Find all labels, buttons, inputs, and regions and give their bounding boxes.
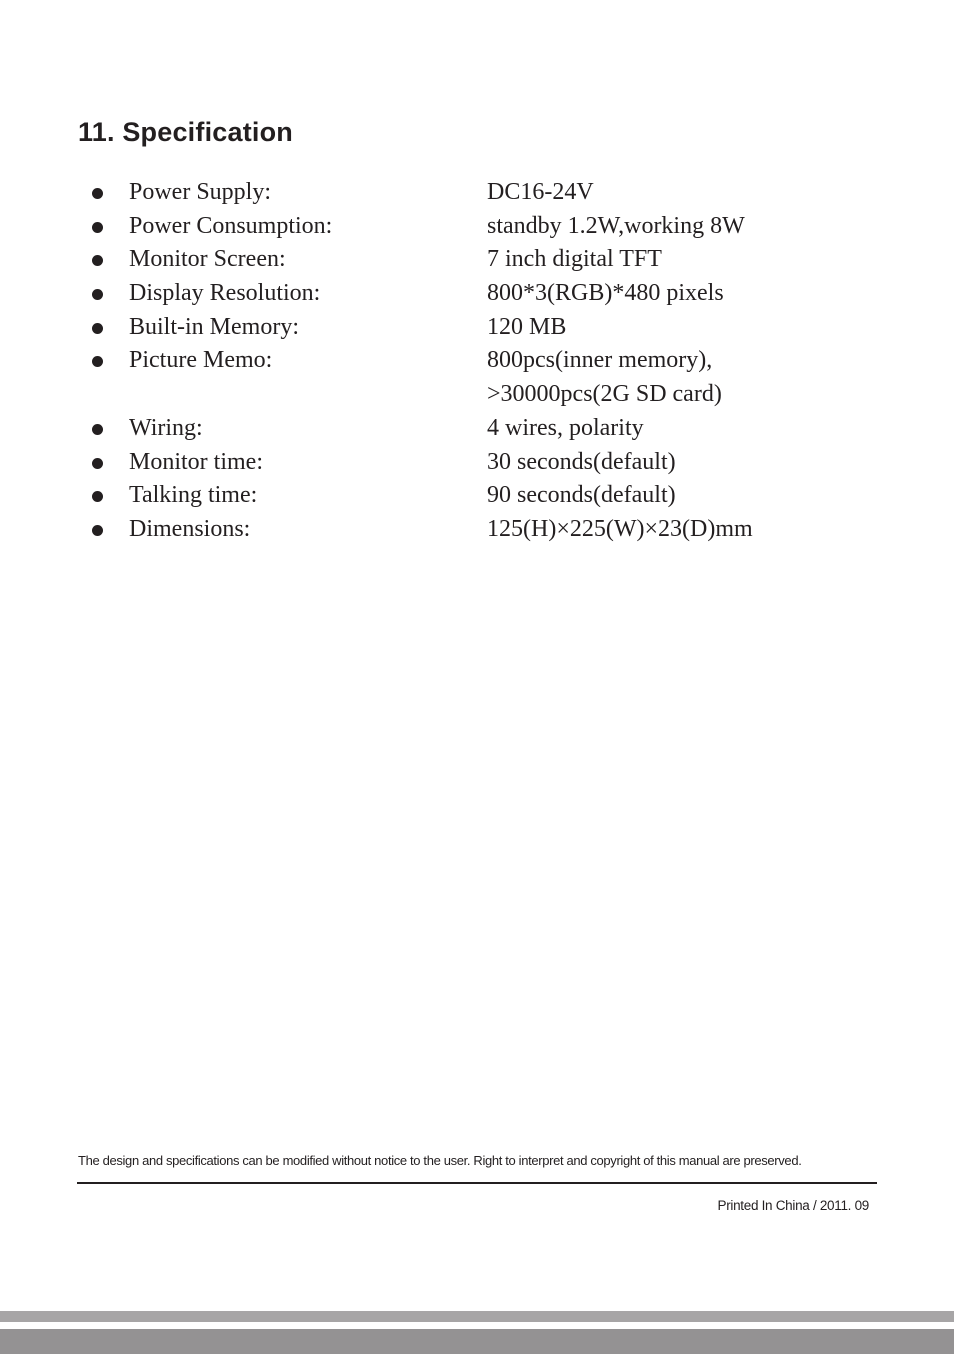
bullet-icon bbox=[92, 255, 103, 266]
spec-label: Power Supply: bbox=[129, 179, 272, 205]
spec-label: Dimensions: bbox=[129, 515, 251, 542]
footer-divider bbox=[77, 1182, 877, 1184]
spec-value: 120 MB bbox=[487, 313, 567, 340]
spec-item-picture-memo bbox=[0, 344, 954, 411]
printed-info: Printed In China / 2011. 09 bbox=[717, 1198, 869, 1213]
bullet-icon bbox=[92, 356, 103, 367]
spec-item-dimensions bbox=[0, 513, 954, 547]
bullet-icon bbox=[92, 491, 103, 502]
spec-label: Monitor Screen: bbox=[129, 246, 286, 273]
spec-item-wiring bbox=[0, 412, 954, 446]
spec-value-line: >30000pcs(2G SD card) bbox=[487, 381, 722, 408]
spec-label: Picture Memo: bbox=[129, 347, 273, 374]
spec-item-built-in-memory bbox=[0, 311, 954, 345]
spec-label: Display Resolution: bbox=[129, 280, 321, 307]
bullet-icon bbox=[92, 525, 103, 536]
spec-label: Monitor time: bbox=[129, 448, 263, 475]
spec-label: Power Consumption: bbox=[129, 212, 333, 239]
footer-notice: The design and specifications can be modified without notice to the user. Right to interpret and copyright of this manual are preserved. bbox=[78, 1153, 802, 1168]
spec-item-monitor-screen bbox=[0, 243, 954, 277]
bottom-band-thick bbox=[0, 1329, 954, 1354]
spec-item-monitor-time bbox=[0, 446, 954, 480]
specification-list bbox=[0, 176, 954, 547]
spec-value: 90 seconds(default) bbox=[487, 482, 676, 509]
spec-value: 800*3(RGB)*480 pixels bbox=[487, 280, 724, 307]
spec-value: DC16-24V bbox=[487, 179, 594, 205]
spec-item-talking-time bbox=[0, 479, 954, 513]
spec-item-display-resolution bbox=[0, 277, 954, 311]
bullet-icon bbox=[92, 323, 103, 334]
bullet-icon bbox=[92, 222, 103, 233]
spec-value: 7 inch digital TFT bbox=[487, 246, 662, 273]
spec-item-power-consumption bbox=[0, 210, 954, 244]
spec-value bbox=[487, 344, 722, 411]
bullet-icon bbox=[92, 188, 103, 199]
spec-label: Built-in Memory: bbox=[129, 313, 299, 340]
spec-label: Talking time: bbox=[129, 482, 258, 509]
bullet-icon bbox=[92, 289, 103, 300]
spec-value: standby 1.2W,working 8W bbox=[487, 212, 745, 239]
spec-value: 30 seconds(default) bbox=[487, 448, 676, 475]
bullet-icon bbox=[92, 424, 103, 435]
bottom-band-thin bbox=[0, 1311, 954, 1322]
spec-value: 4 wires, polarity bbox=[487, 414, 644, 441]
spec-label: Wiring: bbox=[129, 414, 203, 441]
spec-value-line: 800pcs(inner memory), bbox=[487, 347, 713, 374]
page-title: 11. Specification bbox=[78, 117, 293, 147]
bullet-icon bbox=[92, 458, 103, 469]
spec-item-power-supply bbox=[0, 176, 954, 210]
spec-value: 125(H)×225(W)×23(D)mm bbox=[487, 515, 753, 542]
